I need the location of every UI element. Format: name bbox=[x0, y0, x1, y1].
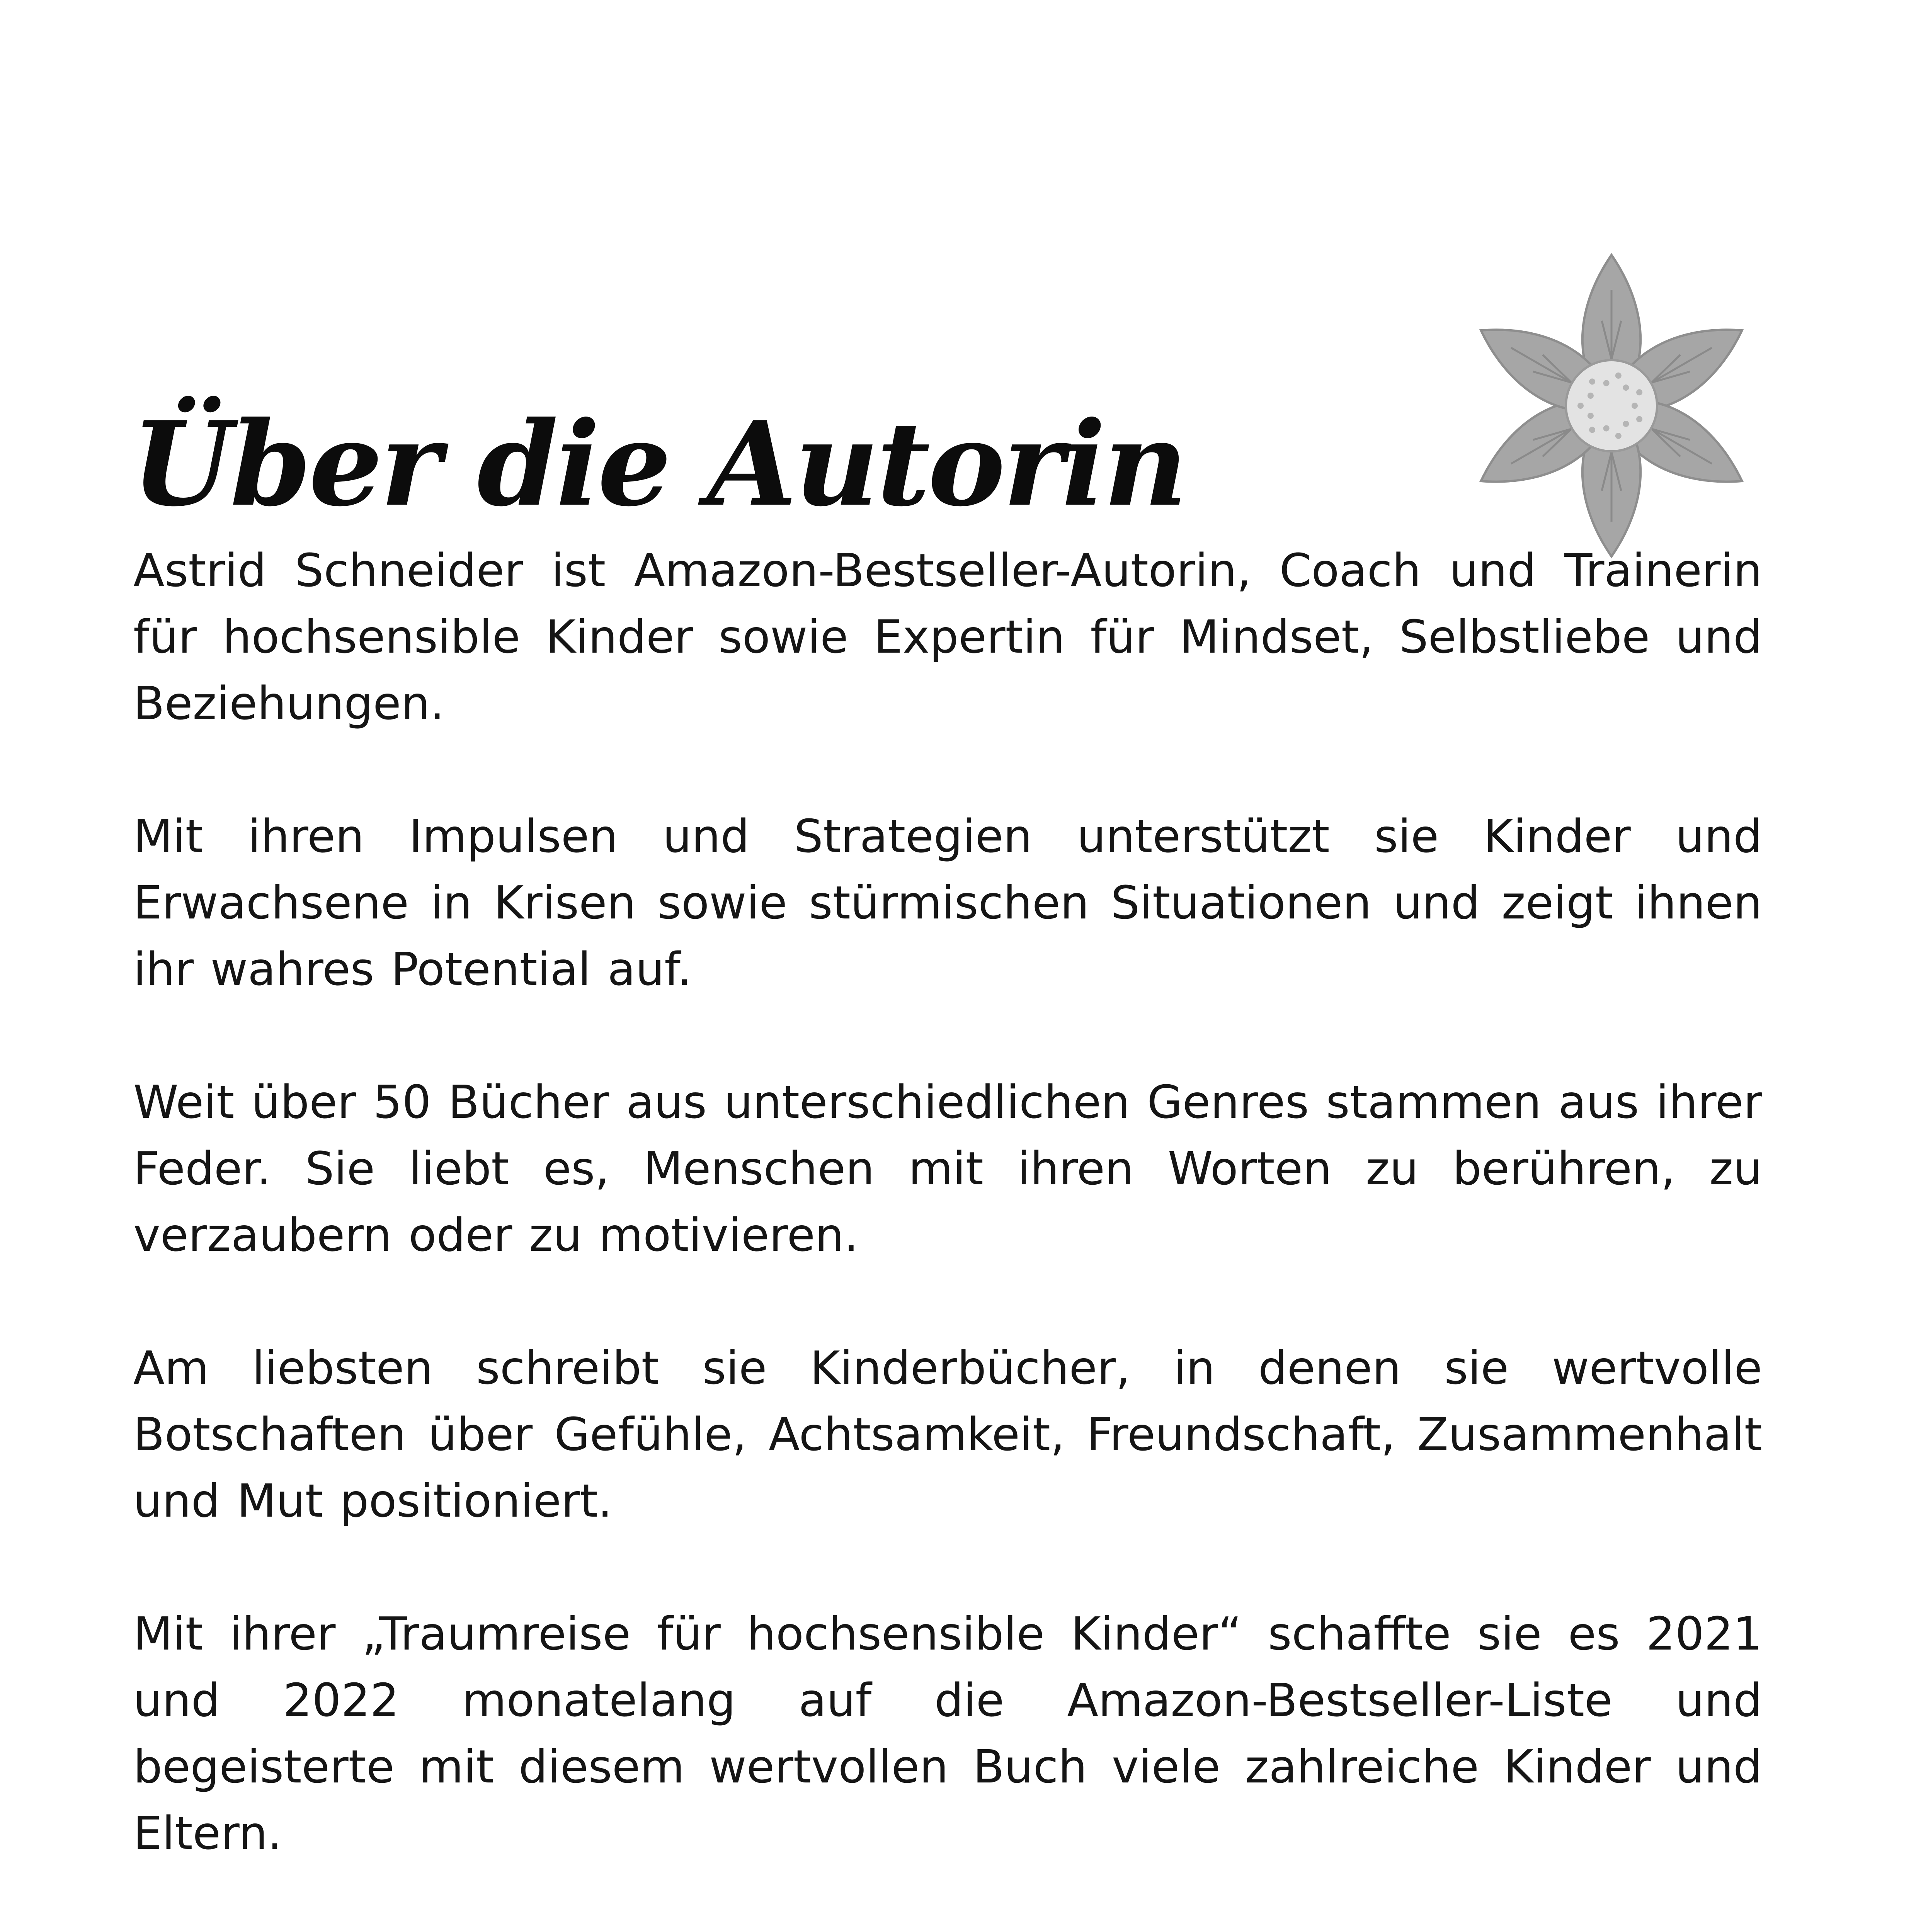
flower-center-dot bbox=[1615, 372, 1622, 379]
bio-paragraph: Am liebsten schreibt sie Kinderbücher, in denen sie wertvolle Botschaften über Gefühle, Achtsamkeit, Freundschaft, Zusammenhalt und Mut positioniert. bbox=[133, 1341, 1762, 1527]
flower-center-dot bbox=[1589, 427, 1595, 433]
author-bio bbox=[133, 537, 1762, 1932]
flower-center-dot bbox=[1603, 380, 1610, 386]
flower-icon bbox=[1453, 247, 1770, 564]
bio-paragraph: Mit ihren Impulsen und Strategien unterstützt sie Kinder und Erwachsene in Krisen sowie stürmischen Situationen und zeigt ihnen ihr wahres Potential auf. bbox=[133, 810, 1762, 996]
flower-center-dot bbox=[1636, 416, 1642, 422]
flower-center-dot bbox=[1588, 393, 1594, 399]
bio-paragraph: Astrid Schneider ist Amazon-Bestseller-Autorin, Coach und Trainerin für hochsensible Kinder sowie Expertin für Mindset, Selbstliebe und Beziehungen. bbox=[133, 544, 1762, 730]
flower-center-dot bbox=[1623, 421, 1629, 427]
flower-center-dot bbox=[1577, 403, 1584, 409]
flower-center-dot bbox=[1603, 425, 1610, 432]
bio-paragraph: Mit ihrer „Traumreise für hochsensible Kinder“ schaffte sie es 2021 und 2022 monatelang auf die Amazon-Bestseller-Liste und begeisterte mit diesem wertvollen Buch viele zahlreiche Kinder und Eltern. bbox=[133, 1607, 1762, 1860]
bio-paragraph: Weit über 50 Bücher aus unterschiedlichen Genres stammen aus ihrer Feder. Sie liebt es, Menschen mit ihren Worten zu berühren, zu verzaubern oder zu motivieren. bbox=[133, 1075, 1762, 1262]
flower-center-dot bbox=[1589, 379, 1595, 385]
flower-center-dot bbox=[1636, 389, 1642, 395]
flower-center-dot bbox=[1632, 403, 1638, 409]
page-title: Über die Autorin bbox=[131, 396, 1186, 532]
flower-center-dot bbox=[1623, 384, 1629, 391]
flower-center-dot bbox=[1588, 413, 1594, 419]
flower-center-dot bbox=[1615, 433, 1622, 439]
